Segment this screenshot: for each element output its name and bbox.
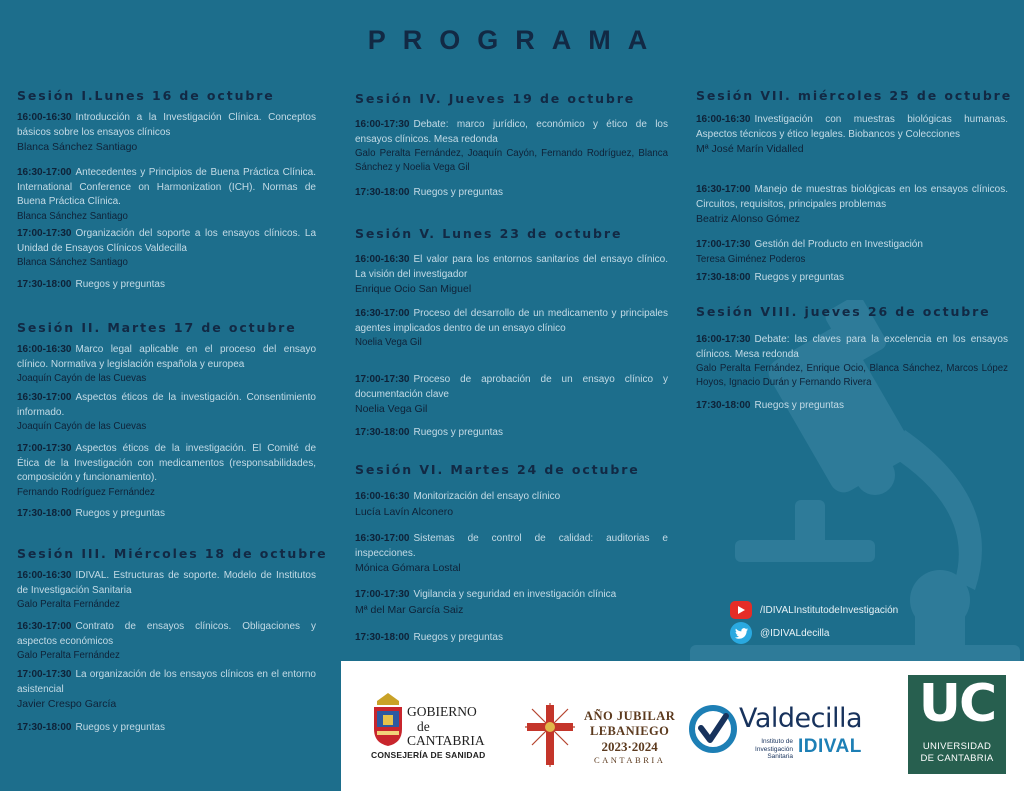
- program-item: [355, 532, 668, 575]
- item-text: Ruegos y preguntas: [75, 508, 165, 519]
- program-item: [696, 238, 1008, 267]
- item-time: 16:00-16:30: [355, 254, 410, 265]
- item-description: [696, 271, 1008, 286]
- program-item: [17, 721, 316, 736]
- item-description: [17, 227, 316, 256]
- twitter-link[interactable]: [730, 623, 829, 643]
- item-description: [17, 620, 316, 649]
- item-time: 17:30-18:00: [17, 508, 72, 519]
- item-time: 16:30-17:00: [696, 184, 751, 195]
- item-text: Debate: marco jurídico, económico y ético de los ensayos clínicos. Mesa redonda: [355, 119, 668, 145]
- footer-logos: [341, 661, 1024, 791]
- session-heading: Sesión VI. Martes 24 de octubre: [355, 462, 640, 477]
- item-time: 16:00-16:30: [355, 491, 410, 502]
- program-item: [355, 631, 668, 646]
- page-title: PROGRAMA: [367, 25, 665, 55]
- item-time: 17:00-17:30: [17, 228, 72, 239]
- item-text: Ruegos y preguntas: [413, 187, 503, 198]
- item-speaker: Javier Crespo García: [17, 698, 117, 710]
- item-description: [355, 426, 668, 441]
- item-time: 16:30-17:00: [17, 167, 72, 178]
- program-item: [17, 668, 316, 711]
- program-item: [355, 253, 668, 296]
- item-time: 16:30-17:00: [355, 533, 410, 544]
- item-speaker: Beatriz Alonso Gómez: [696, 213, 800, 225]
- jubilar-line2: LEBANIEGO: [589, 724, 670, 738]
- jubilar-cross-icon: [523, 701, 577, 769]
- jubilar-line4: CANTABRIA: [593, 755, 666, 765]
- item-time: 17:00-17:30: [17, 669, 72, 680]
- item-speaker: Blanca Sánchez Santiago: [17, 141, 138, 153]
- item-description: [355, 253, 668, 282]
- item-speaker: Enrique Ocio San Miguel: [355, 283, 472, 295]
- item-speaker: Mª José Marín Vidalled: [696, 143, 804, 155]
- program-item: [355, 490, 668, 519]
- item-description: [355, 588, 668, 603]
- gobierno-line3: CANTABRIA: [407, 733, 485, 748]
- item-description: [355, 186, 668, 201]
- item-text: Proceso del desarrollo de un medicamento y principales agentes implicados dentro de un ensayo clínico: [355, 308, 668, 334]
- item-time: 17:30-18:00: [355, 632, 410, 643]
- item-description: [17, 278, 316, 293]
- item-description: [17, 442, 316, 486]
- item-text: Antecedentes y Principios de Buena Práctica Clínica. International Conference on Harmonization (ICH). Normas de Buena Práctica Clínica.: [17, 167, 316, 207]
- session-heading: Sesión IV. Jueves 19 de octubre: [355, 91, 636, 106]
- program-item: [696, 399, 1008, 414]
- item-description: [355, 490, 668, 505]
- item-speaker: Galo Peralta Fernández: [17, 599, 120, 610]
- jubilar-line3: 2023·2024: [601, 739, 658, 754]
- item-text: Manejo de muestras biológicas en los ensayos clínicos. Circuitos, requisitos, principales problemas: [696, 184, 1008, 210]
- item-speaker: Galo Peralta Fernández, Enrique Ocio, Blanca Sánchez, Marcos López Hoyos, Ignacio Durán y Fernando Rivera: [696, 363, 1008, 388]
- item-description: [355, 631, 668, 646]
- item-time: 17:30-18:00: [696, 400, 751, 411]
- item-text: Ruegos y preguntas: [754, 400, 844, 411]
- item-text: Introducción a la Investigación Clínica. Conceptos básicos sobre los ensayos clínicos: [17, 112, 316, 138]
- item-time: 16:00-16:30: [17, 112, 72, 123]
- program-item: [17, 278, 316, 293]
- program-item: [17, 507, 316, 522]
- item-description: [17, 343, 316, 372]
- session-heading: Sesión VIII. jueves 26 de octubre: [696, 304, 991, 319]
- item-text: Organización del soporte a los ensayos clínicos. La Unidad de Ensayos Clínicos Valdecilla: [17, 228, 316, 254]
- item-description: [355, 118, 668, 147]
- item-text: Debate: las claves para la excelencia en los ensayos clínicos. Mesa redonda: [696, 334, 1008, 360]
- program-item: [17, 442, 316, 500]
- item-speaker: Fernando Rodríguez Fernández: [17, 486, 155, 498]
- item-speaker: Joaquín Cayón de las Cuevas: [17, 421, 147, 432]
- uc-letters: UC: [918, 674, 996, 734]
- program-item: [696, 271, 1008, 286]
- twitter-label: @IDIVALdecilla: [760, 627, 830, 639]
- item-text: Aspectos éticos de la investigación. Consentimiento informado.: [17, 392, 316, 418]
- gobierno-line1: GOBIERNO: [407, 704, 477, 719]
- item-text: Ruegos y preguntas: [413, 632, 503, 643]
- item-time: 16:30-17:00: [355, 308, 410, 319]
- item-time: 17:30-18:00: [355, 427, 410, 438]
- item-speaker: Mónica Gómara Lostal: [355, 562, 461, 574]
- gobierno-line2: de: [417, 718, 430, 734]
- uc-logo: [908, 675, 1006, 774]
- program-item: [17, 227, 316, 270]
- item-time: 17:30-18:00: [17, 279, 72, 290]
- valdecilla-inst: Instituto de Investigación Sanitaria: [755, 738, 793, 760]
- item-time: 17:30-18:00: [696, 272, 751, 283]
- item-speaker: Galo Peralta Fernández, Joaquín Cayón, Fernando Rodríguez, Blanca Sánchez y Noelia Vega Gil: [355, 148, 668, 173]
- item-description: [17, 569, 316, 598]
- program-item: [696, 113, 1008, 156]
- item-description: [696, 183, 1008, 212]
- youtube-label: /IDIVALInstitutodeInvestigación: [760, 604, 899, 616]
- item-time: 17:30-18:00: [17, 722, 72, 733]
- item-text: Aspectos éticos de la investigación. El Comité de Ética de la Investigación con medicamentos (responsabilidades, composición y funcionamiento).: [17, 443, 316, 483]
- item-text: Investigación con muestras biológicas humanas. Aspectos técnicos y ético legales. Biobancos y Colecciones: [696, 114, 1008, 140]
- item-speaker: Lucía Lavín Alconero: [355, 505, 454, 518]
- valdecilla-logo-icon: [688, 704, 738, 754]
- item-description: [355, 307, 668, 336]
- item-speaker: Noelia Vega Gil: [355, 337, 422, 348]
- item-text: La organización de los ensayos clínicos en el entorno asistencial: [17, 669, 316, 695]
- program-item: [696, 183, 1008, 226]
- item-speaker: Joaquín Cayón de las Cuevas: [17, 373, 147, 384]
- item-speaker: Mª del Mar García Saiz: [355, 603, 464, 616]
- uc-name-line1: UNIVERSIDAD: [922, 741, 992, 752]
- item-text: El valor para los entornos sanitarios del ensayo clínico. La visión del investigador: [355, 254, 668, 280]
- item-time: 16:00-17:30: [355, 119, 410, 130]
- youtube-icon: [730, 601, 752, 619]
- program-item: [355, 588, 668, 617]
- item-time: 16:00-17:30: [696, 334, 751, 345]
- program-item: [355, 186, 668, 201]
- item-description: [696, 333, 1008, 362]
- item-time: 16:30-17:00: [17, 621, 72, 632]
- gobierno-logo-text: [407, 705, 485, 749]
- item-time: 17:00-17:30: [355, 589, 410, 600]
- youtube-link[interactable]: [730, 600, 898, 620]
- program-item: [355, 426, 668, 441]
- item-description: [355, 532, 668, 561]
- program-item: [17, 111, 316, 154]
- session-heading: Sesión VII. miércoles 25 de octubre: [696, 88, 1013, 103]
- twitter-icon: [730, 622, 752, 644]
- item-text: Gestión del Producto en Investigación: [754, 239, 923, 250]
- program-item: [355, 118, 668, 175]
- item-time: 17:00-17:30: [696, 239, 751, 250]
- program-item: [355, 373, 668, 416]
- item-text: Ruegos y preguntas: [413, 427, 503, 438]
- valdecilla-name: Valdecilla: [739, 703, 863, 734]
- session-heading: Sesión III. Miércoles 18 de octubre: [17, 546, 328, 561]
- program-item: [17, 391, 316, 434]
- item-description: [17, 166, 316, 210]
- item-time: 17:30-18:00: [355, 187, 410, 198]
- item-description: [17, 721, 316, 736]
- item-time: 16:00-16:30: [17, 344, 72, 355]
- jubilar-logo-text: [584, 709, 675, 765]
- item-text: Monitorización del ensayo clínico: [413, 491, 561, 502]
- item-time: 17:00-17:30: [355, 374, 410, 385]
- session-heading: Sesión I.Lunes 16 de octubre: [17, 88, 275, 103]
- item-description: [696, 238, 1008, 253]
- item-text: IDIVAL. Estructuras de soporte. Modelo de Institutos de Investigación Sanitaria: [17, 570, 316, 596]
- item-time: 17:00-17:30: [17, 443, 72, 454]
- cantabria-coat-of-arms-icon: [371, 691, 405, 747]
- item-text: Vigilancia y seguridad en investigación clínica: [413, 589, 617, 600]
- program-item: [17, 166, 316, 224]
- item-text: Ruegos y preguntas: [75, 279, 165, 290]
- item-speaker: Blanca Sánchez Santiago: [17, 210, 128, 222]
- item-text: Contrato de ensayos clínicos. Obligaciones y aspectos económicos: [17, 621, 316, 647]
- item-description: [17, 391, 316, 420]
- item-description: [355, 373, 668, 402]
- gobierno-subtitle: CONSEJERÍA DE SANIDAD: [371, 750, 486, 760]
- item-description: [696, 399, 1008, 414]
- item-time: 16:00-16:30: [696, 114, 751, 125]
- item-speaker: Blanca Sánchez Santiago: [17, 257, 128, 268]
- item-speaker: Teresa Giménez Poderos: [696, 253, 806, 265]
- session-heading: Sesión II. Martes 17 de octubre: [17, 320, 297, 335]
- item-description: [17, 668, 316, 697]
- item-description: [696, 113, 1008, 142]
- item-text: Proceso de aprobación de un ensayo clínico y documentación clave: [355, 374, 668, 400]
- uc-name: [908, 741, 1006, 764]
- item-time: 16:30-17:00: [17, 392, 72, 403]
- item-text: Ruegos y preguntas: [754, 272, 844, 283]
- program-item: [17, 343, 316, 386]
- program-item: [696, 333, 1008, 390]
- program-item: [17, 620, 316, 663]
- item-time: 16:00-16:30: [17, 570, 72, 581]
- item-text: Ruegos y preguntas: [75, 722, 165, 733]
- item-speaker: Galo Peralta Fernández: [17, 650, 120, 661]
- item-description: [17, 507, 316, 522]
- item-speaker: Noelia Vega Gil: [355, 403, 428, 415]
- session-heading: Sesión V. Lunes 23 de octubre: [355, 226, 623, 241]
- uc-name-line2: DE CANTABRIA: [920, 752, 994, 764]
- item-text: Sistemas de control de calidad: auditorias e inspecciones.: [355, 533, 668, 559]
- jubilar-line1: AÑO JUBILAR: [584, 709, 676, 723]
- idival-name: IDIVAL: [798, 736, 862, 757]
- program-item: [17, 569, 316, 612]
- item-description: [17, 111, 316, 140]
- program-item: [355, 307, 668, 350]
- item-text: Marco legal aplicable en el proceso del ensayo clínico. Normativa y legislación española y europea: [17, 344, 316, 370]
